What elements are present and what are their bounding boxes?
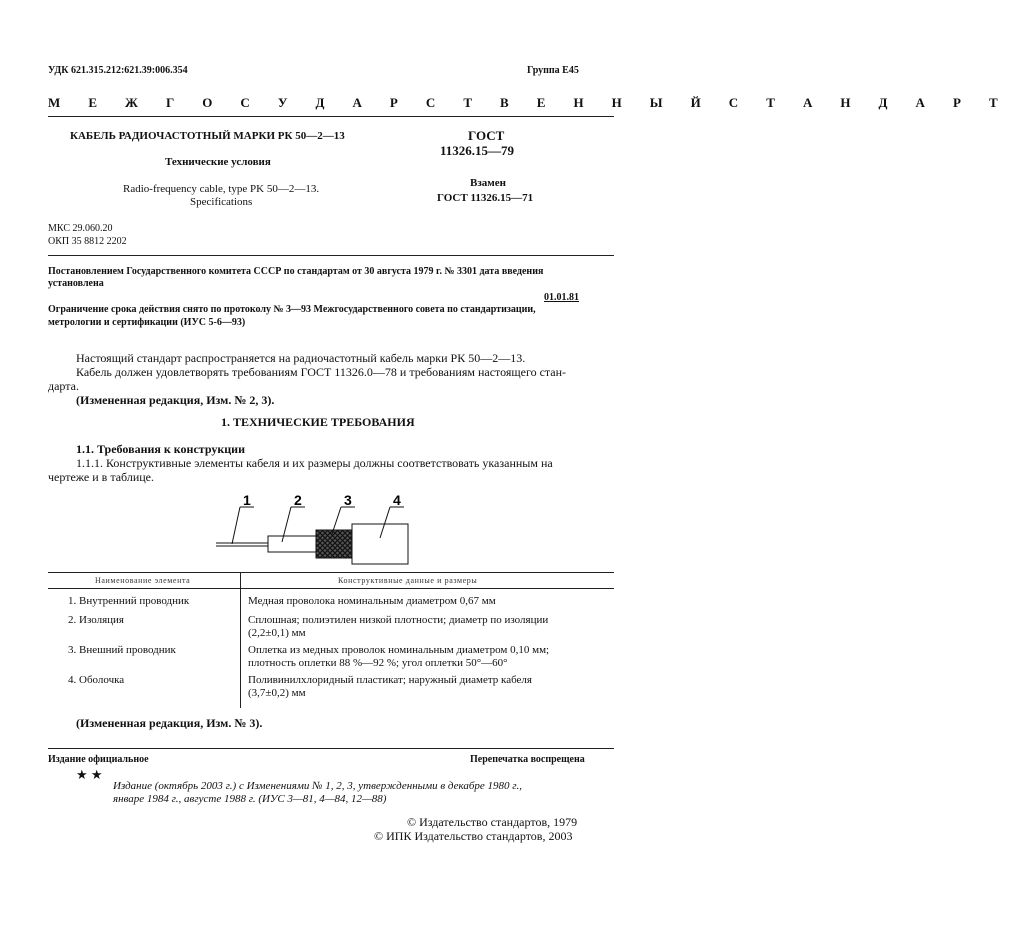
udk-code: УДК 621.315.212:621.39:006.354: [48, 65, 188, 76]
drawing-label-2: 2: [294, 492, 302, 508]
title-divider: [48, 255, 614, 256]
footer-divider: [48, 748, 614, 749]
section-title: 1. ТЕХНИЧЕСКИЕ ТРЕБОВАНИЯ: [221, 415, 415, 429]
stars-mark: ★ ★: [76, 767, 103, 782]
edition-note-line2: январе 1984 г., августе 1988 г. (ИУС 3—81, 4—84, 12—88): [113, 793, 387, 805]
decree-line2: установлена: [48, 278, 104, 289]
table-row-data-cont: (3,7±0,2) мм: [248, 687, 306, 699]
table-header-rule: [48, 588, 614, 589]
document-title: КАБЕЛЬ РАДИОЧАСТОТНЫЙ МАРКИ РК 50—2—13: [70, 130, 345, 142]
drawing-label-4: 4: [393, 492, 401, 508]
table-row-data-cont: плотность оплетки 88 %—92 %; угол оплетки 50°—60°: [248, 657, 508, 669]
limit-removed-line2: метрологии и сертификации (ИУС 5-6—93): [48, 317, 246, 328]
table-row-data: Оплетка из медных проволок номинальным диаметром 0,10 мм;: [248, 644, 550, 656]
replaces-label: Взамен: [470, 177, 506, 189]
outer-conductor-braid: [316, 530, 352, 558]
requirements-paragraph-line1: Кабель должен удовлетворять требованиям ГОСТ 11326.0—78 и требованиям настоящего стан-: [76, 365, 567, 379]
drawing-label-3: 3: [344, 492, 352, 508]
clause-line1: 1.1.1. Конструктивные элементы кабеля и их размеры должны соответствовать указанным на: [76, 456, 553, 470]
inner-conductor: [216, 543, 268, 546]
table-row-name: 1. Внутренний проводник: [68, 595, 190, 607]
requirements-paragraph-line2: дарта.: [48, 379, 79, 393]
mks-code: МКС 29.060.20: [48, 223, 113, 234]
gost-label: ГОСТ: [468, 128, 505, 143]
table-header-data: Конструктивные данные и размеры: [338, 576, 478, 585]
amendment-note-1: (Измененная редакция, Изм. № 2, 3).: [76, 393, 275, 407]
jacket: [352, 524, 408, 564]
copyright-1979: © Издательство стандартов, 1979: [407, 815, 578, 829]
group-code: Группа Е45: [527, 65, 579, 76]
table-row-name: 4. Оболочка: [68, 674, 125, 686]
limit-removed-line1: Ограничение срока действия снято по протоколу № 3—93 Межгосударственного совета по стандартизации,: [48, 304, 536, 315]
table-header-element: Наименование элемента: [95, 576, 191, 585]
decree-line1: Постановлением Государственного комитета СССР по стандартам от 30 августа 1979 г. № 3301 дата введения: [48, 266, 544, 277]
edition-note-line1: Издание (октябрь 2003 г.) с Изменениями № 1, 2, 3, утвержденными в декабре 1980 г.,: [113, 780, 522, 792]
drawing-label-1: 1: [243, 492, 251, 508]
amendment-note-2: (Измененная редакция, Изм. № 3).: [76, 716, 263, 730]
english-title-line1: Radio-frequency cable, type PK 50—2—13.: [123, 183, 320, 195]
insulation: [268, 536, 316, 552]
table-row-data: Поливинилхлоридный пластикат; наружный диаметр кабеля: [248, 674, 532, 686]
subsection-title: 1.1. Требования к конструкции: [76, 442, 246, 456]
introduction-date: 01.01.81: [544, 292, 579, 303]
copyright-2003: © ИПК Издательство стандартов, 2003: [374, 829, 573, 843]
table-row-data-cont: (2,2±0,1) мм: [248, 627, 306, 639]
english-title-line2: Specifications: [190, 196, 253, 208]
table-row-name: 2. Изоляция: [68, 614, 124, 626]
table-row-data: Сплошная; полиэтилен низкой плотности; диаметр по изоляции: [248, 614, 549, 626]
header-divider: [48, 116, 614, 117]
table-column-divider: [240, 572, 241, 708]
table-row-data: Медная проволока номинальным диаметром 0,67 мм: [248, 595, 496, 607]
document-subtitle: Технические условия: [165, 156, 271, 168]
replaced-gost: ГОСТ 11326.15—71: [437, 192, 534, 204]
interstate-standard-banner: М Е Ж Г О С У Д А Р С Т В Е Н Н Ы Й С Т А Н Д А Р Т: [48, 95, 1010, 110]
official-edition: Издание официальное: [48, 754, 149, 765]
table-row-name: 3. Внешний проводник: [68, 644, 176, 656]
clause-line2: чертеже и в таблице.: [48, 470, 155, 484]
okp-code: ОКП 35 8812 2202: [48, 236, 127, 247]
cable-cross-section-drawing: [210, 488, 420, 568]
reprint-prohibited: Перепечатка воспрещена: [470, 754, 585, 765]
table-top-rule: [48, 572, 614, 573]
scope-paragraph: Настоящий стандарт распространяется на радиочастотный кабель марки РК 50—2—13.: [76, 351, 526, 365]
gost-number: 11326.15—79: [440, 143, 515, 158]
